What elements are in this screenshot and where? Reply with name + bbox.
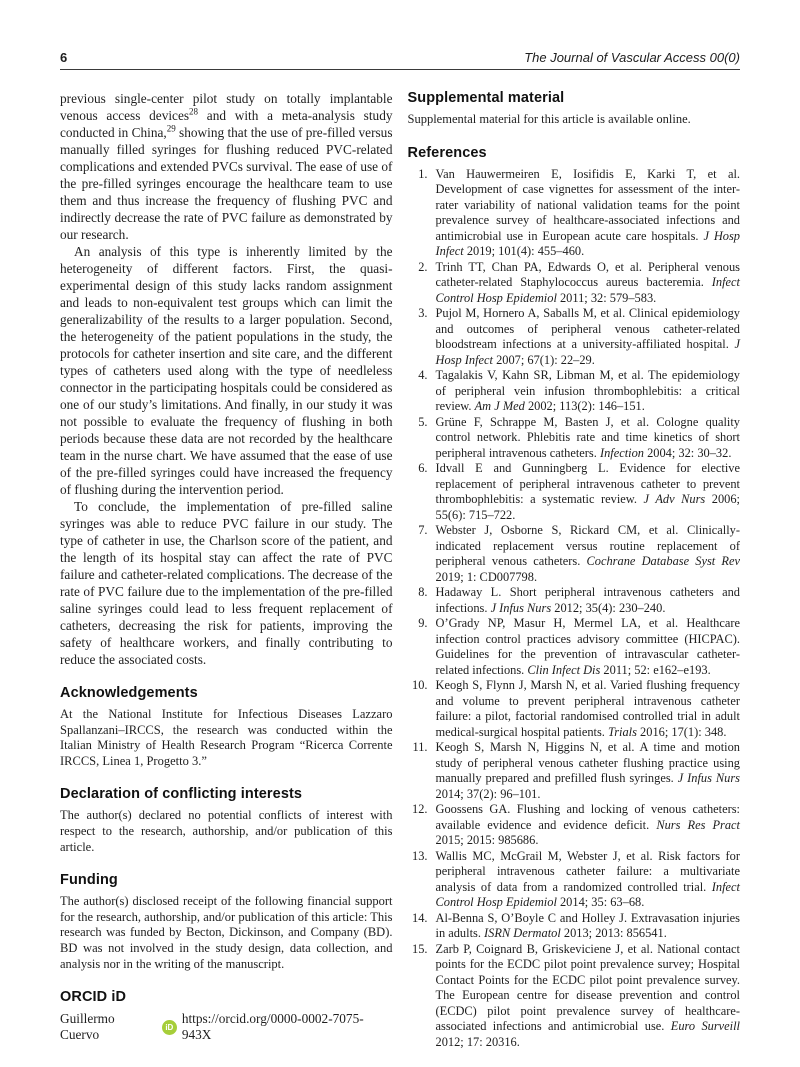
- reference-citation: Goossens GA. Flushing and locking of venous catheters: available evidence and evidence deficit.: [435, 802, 740, 832]
- reference-locator: 2004; 32: 30–32.: [644, 445, 732, 460]
- reference-journal-name: ISRN Dermatol: [484, 926, 561, 941]
- reference-number: 11.: [412, 740, 428, 755]
- reference-item: [408, 802, 741, 849]
- reference-citation: Webster J, Osborne S, Rickard CM, et al. Clinically-indicated replacement versus routine replacement of peripheral venous catheters.: [435, 523, 740, 569]
- acknowledgements-heading: Acknowledgements: [60, 685, 198, 701]
- reference-citation: Keogh S, Marsh N, Higgins N, et al. A time and motion study of peripheral venous catheter flushing practice using manually prepared and prefilled flush syringes.: [435, 740, 740, 786]
- reference-text: [436, 585, 741, 616]
- reference-text: [436, 415, 741, 462]
- left-column: [60, 90, 393, 1050]
- reference-citation: Zarb P, Coignard B, Griskeviciene J, et al. National contact points for the ECDC pilot point prevalence survey; Hospital Contact Points for the ECDC pilot point prevalence survey. The European centre for disease prevention and control (ECDC) pilot point prevalence survey of healthcare-associated infections and antimicrobial use.: [435, 941, 740, 1034]
- body-paragraph: To conclude, the implementation of pre-filled saline syringes was able to reduce PVC failure in our study. The type of catheter in use, the Charlson score of the patient, and the length of its hospital stay can affect the rate of PVC failure and catheter-related complications. The decrease of the rate of PVC failure due to the implementation of the pre-filled saline syringes could lead to less frequent replacement of catheters, decreasing the risk for patients, improving the safety of healthcare workers, and finally contributing to reduce the associated costs.: [60, 499, 393, 667]
- reference-item: [408, 942, 741, 1051]
- reference-journal-name: J Infus Nurs: [490, 600, 552, 615]
- reference-citation: Pujol M, Hornero A, Saballs M, et al. Clinical epidemiology and outcomes of peripheral venous catheter-related bloodstream infections at a university-affiliated hospital.: [435, 306, 740, 352]
- reference-text: [436, 678, 741, 740]
- reference-number: 14.: [412, 910, 428, 925]
- reference-text: [436, 368, 741, 415]
- references-heading: References: [407, 144, 487, 161]
- reference-locator: 2011; 52: e162–e193.: [600, 662, 711, 677]
- body-paragraph: [60, 90, 393, 243]
- conflicting-interests-text: The author(s) declared no potential conflicts of interest with respect to the research, authorship, and/or publication of this article.: [60, 808, 393, 854]
- reference-number: 12.: [412, 802, 428, 817]
- funding-text: The author(s) disclosed receipt of the following financial support for the research, authorship, and/or publication of this article: This research was funded by Becton, Dickinson, and Company (BD). BD was not involved in the study design, data collection, and analysis nor in the writing of the manuscript.: [60, 894, 393, 971]
- reference-number: 13.: [412, 848, 428, 863]
- reference-journal-name: Infect Control Hosp Epidemiol: [435, 275, 740, 305]
- reference-locator: 2002; 113(2): 146–151.: [524, 399, 645, 414]
- reference-locator: 2011; 32: 579–583.: [556, 290, 657, 305]
- reference-locator: 2016; 17(1): 348.: [636, 724, 727, 739]
- paragraph-text: and with a meta-analysis study conducted in China,: [60, 108, 393, 140]
- body-paragraph: An analysis of this type is inherently limited by the heterogeneity of different factors. First, the quasi-experimental design of this study lacks random assignment and leads to non-equivalent test groups which can limit the generalizability of the results to a larger population. Second, the heterogeneity of the patient populations in the study, the protocols for catheter insertion and site care, and the different types of catheters used along with the type of needleless connector in the participating hospitals could be considered as one of our study’s limitations. And finally, in our study it was not possible to evaluate the frequency of flushing in both periods because these data are not recorded by the healthcare team in the nurse chart. We have assumed that the ease of use of the pre-filled syringes could have increased the frequency of flushing during the intervention period.: [60, 244, 393, 497]
- supplemental-material-text: Supplemental material for this article is available online.: [407, 112, 691, 126]
- reference-number: 7.: [418, 523, 428, 538]
- reference-text: [436, 849, 741, 911]
- conflicting-interests-heading: Declaration of conflicting interests: [60, 786, 303, 803]
- reference-citation: Van Hauwermeiren E, Iosifidis E, Karki T, et al. Development of case vignettes for assessment of the inter-rater variability of national validation teams for the point prevalence survey of healthcare-associated infections and antimicrobial use in European acute care hospitals.: [435, 166, 740, 243]
- journal-running-title: The Journal of Vascular Access 00(0): [524, 50, 740, 65]
- reference-item: [408, 167, 741, 260]
- reference-journal-name: Infect Control Hosp Epidemiol: [435, 879, 740, 910]
- reference-text: [436, 802, 741, 849]
- reference-journal-name: J Infus Nurs: [677, 771, 740, 786]
- reference-citation: Grüne F, Schrappe M, Basten J, et al. Cologne quality control network. Phlebitis rate and time kinetics of short peripheral intravenous catheters.: [435, 414, 740, 460]
- citation-superscript: 28: [189, 106, 199, 117]
- reference-locator: 2014; 37(2): 96–101.: [435, 786, 541, 801]
- reference-number: 8.: [418, 585, 428, 600]
- reference-number: 4.: [418, 368, 428, 383]
- reference-text: [436, 167, 741, 260]
- reference-journal-name: Euro Surveill: [670, 1019, 740, 1034]
- reference-text: [436, 523, 741, 585]
- reference-journal-name: J Hosp Infect: [435, 228, 741, 259]
- reference-item: [408, 415, 741, 462]
- orcid-author-name: Guillermo Cuervo: [60, 1011, 115, 1043]
- reference-citation: Tagalakis V, Kahn SR, Libman M, et al. The epidemiology of peripheral vein infusion thrombophlebitis: a critical review.: [435, 368, 740, 414]
- reference-journal-name: J Adv Nurs: [643, 492, 706, 507]
- reference-locator: 2007; 67(1): 22–29.: [492, 352, 595, 367]
- two-column-layout: [60, 90, 740, 1050]
- running-header: [60, 50, 740, 70]
- reference-number: 15.: [412, 941, 428, 956]
- reference-locator: 2006; 55(6): 715–722.: [435, 492, 740, 522]
- funding-heading: Funding: [60, 872, 118, 889]
- supplemental-material-heading: Supplemental material: [407, 90, 565, 106]
- paragraph-text: previous single-center pilot study on totally implantable venous access devices: [60, 91, 393, 123]
- reference-locator: 2013; 2013: 856541.: [560, 926, 667, 941]
- reference-text: [436, 260, 741, 307]
- reference-citation: Idvall E and Gunningberg L. Evidence for elective replacement of peripheral intravenous catheter to prevent thrombophlebitis: a systematic review.: [435, 461, 740, 507]
- reference-journal-name: Nurs Res Pract: [656, 817, 740, 832]
- orcid-id-icon[interactable]: iD: [162, 1020, 177, 1035]
- reference-citation: O’Grady NP, Masur H, Mermel LA, et al. Healthcare infection control practices advisory committee (HICPAC). Guidelines for the prevention of intravascular catheter-related infections.: [435, 616, 740, 677]
- reference-locator: 2015; 2015: 985686.: [435, 833, 539, 848]
- reference-locator: 2019; 1: CD007798.: [435, 569, 538, 584]
- reference-journal-name: Clin Infect Dis: [527, 662, 601, 677]
- reference-number: 5.: [418, 414, 428, 429]
- reference-number: 6.: [418, 461, 428, 476]
- reference-item: [408, 678, 741, 740]
- reference-item: [408, 585, 741, 616]
- reference-locator: 2014; 35: 63–68.: [556, 895, 645, 910]
- reference-citation: Al-Benna S, O’Boyle C and Holley J. Extravasation injuries in adults.: [435, 910, 740, 941]
- reference-item: [408, 523, 741, 585]
- reference-text: [436, 911, 741, 942]
- orcid-url-link[interactable]: https://orcid.org/0000-0002-7075-943X: [181, 1011, 364, 1043]
- reference-citation: Keogh S, Flynn J, Marsh N, et al. Varied flushing frequency and volume to prevent peripheral intravenous catheter failure: a pilot, factorial randomised controlled trial in adult medical-surgical hospital patients.: [435, 678, 740, 739]
- orcid-heading: ORCID iD: [60, 989, 127, 1006]
- page-number: 6: [60, 50, 68, 65]
- reference-number: 10.: [412, 678, 428, 693]
- reference-number: 3.: [418, 306, 428, 321]
- reference-number: 9.: [418, 616, 428, 631]
- reference-journal-name: J Hosp Infect: [435, 337, 740, 367]
- reference-text: [436, 461, 741, 523]
- reference-journal-name: Am J Med: [474, 399, 525, 414]
- reference-item: [408, 368, 741, 415]
- references-list: [408, 167, 741, 1051]
- reference-item: [408, 849, 741, 911]
- reference-journal-name: Cochrane Database Syst Rev: [586, 554, 740, 569]
- reference-journal-name: Infection: [599, 445, 644, 460]
- reference-text: [436, 942, 741, 1051]
- acknowledgements-text: At the National Institute for Infectious Diseases Lazzaro Spallanzani–IRCCS, the research was conducted within the Italian Ministry of Health Research Program “Ricerca Corrente IRCCS, Linea 1, Progetto 3.”: [60, 707, 393, 768]
- orcid-row: [60, 1011, 393, 1043]
- reference-locator: 2012; 35(4): 230–240.: [551, 600, 666, 615]
- reference-citation: Hadaway L. Short peripheral intravenous catheters and infections.: [435, 585, 740, 615]
- reference-text: [436, 740, 741, 802]
- reference-text: [436, 616, 741, 678]
- reference-item: [408, 616, 741, 678]
- citation-superscript: 29: [166, 123, 176, 134]
- reference-item: [408, 260, 741, 307]
- right-column: [408, 90, 741, 1050]
- reference-number: 2.: [418, 259, 428, 274]
- reference-item: [408, 461, 741, 523]
- reference-number: 1.: [418, 166, 428, 181]
- reference-item: [408, 911, 741, 942]
- reference-item: [408, 306, 741, 368]
- reference-text: [436, 306, 741, 368]
- reference-citation: Trinh TT, Chan PA, Edwards O, et al. Peripheral venous catheter-related Staphylococcus aureus bacteremia.: [435, 259, 740, 290]
- reference-item: [408, 740, 741, 802]
- reference-locator: 2019; 101(4): 455–460.: [463, 244, 585, 259]
- reference-citation: Wallis MC, McGrail M, Webster J, et al. Risk factors for peripheral intravenous catheter failure: a multivariate analysis of data from a randomized controlled trial.: [435, 848, 740, 894]
- reference-locator: 2012; 17: 20316.: [435, 1034, 520, 1049]
- paragraph-text: showing that the use of pre-filled versus manually filled syringes for flushing reduced PVC-related complications and extended PVCs survival. The ease of use of the pre-filled syringes encourage the healthcare team to use them and thus increase the frequency of flushing PVC and indirectly decrease the rate of PVC failure as demonstrated by our research.: [60, 125, 393, 242]
- reference-journal-name: Trials: [608, 724, 637, 739]
